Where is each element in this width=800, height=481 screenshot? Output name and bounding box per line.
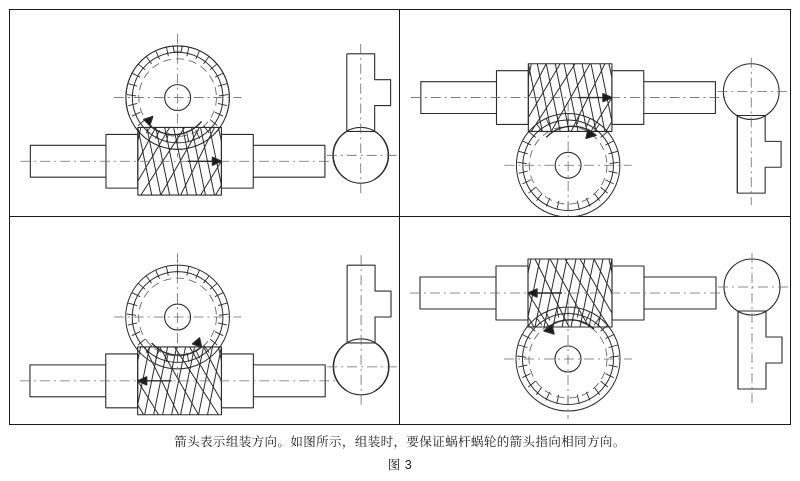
panel-top-right [400,10,790,217]
diagram-bottom-left [10,217,399,424]
shaft-assembly-arrow-left [138,377,172,385]
shaft-assembly-arrow-left [528,289,562,297]
side-view [327,44,397,195]
figure-label: 图 3 [387,458,413,472]
panel-bottom-left [10,217,400,424]
figure-caption: 箭头表示组装方向。如图所示，组装时，要保证蜗杆蜗轮的箭头指向相同方向。 [174,435,626,449]
shaft-assembly-arrow-right [578,94,612,102]
diagram-bottom-right [400,217,790,424]
panel-grid [9,9,791,425]
diagram-top-left [10,10,399,216]
side-view [327,255,397,407]
diagram-top-right [400,10,790,216]
panel-bottom-right [400,217,790,424]
side-view [718,253,788,403]
shaft-assembly-arrow-right [188,157,222,165]
side-view [717,58,787,205]
panel-top-left [10,10,400,217]
